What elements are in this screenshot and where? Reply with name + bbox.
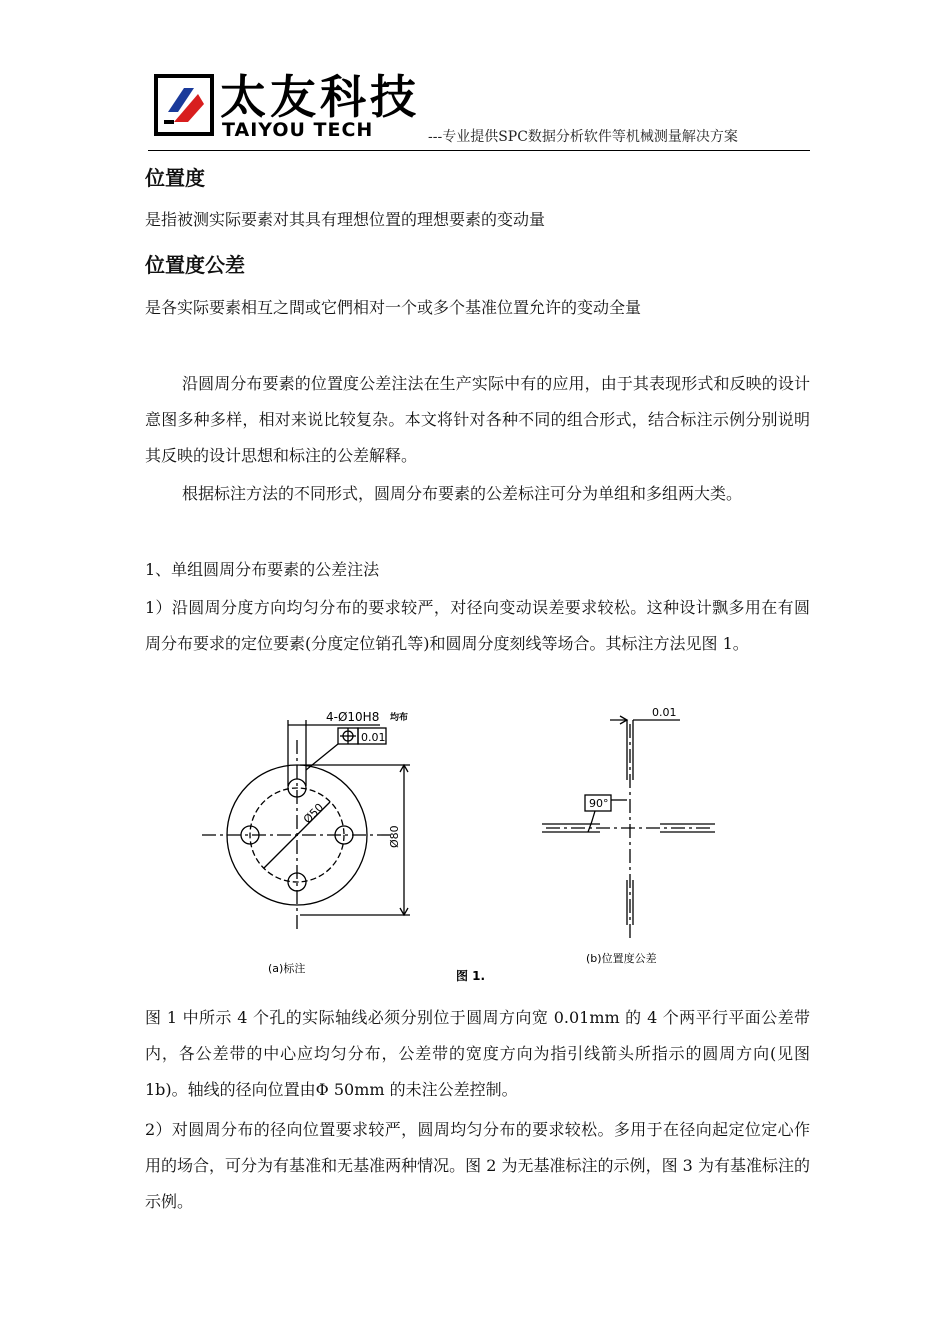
definition-position: 是指被测实际要素对其具有理想位置的理想要素的变动量 — [145, 210, 546, 229]
section-item-1: 1、单组圆周分布要素的公差注法 — [145, 560, 380, 579]
paragraph-intro: 沿圆周分布要素的位置度公差注法在生产实际中有的应用，由于其表现形式和反映的设计意图多种多样，相对来说比较复杂。本文将针对各种不同的组合形式，结合标注示例分别说明其反映的设计思想和标注的公差解释。 — [145, 374, 810, 465]
angle-90: 90° — [589, 797, 609, 810]
dim-diameter-50: Ø50 — [300, 800, 327, 827]
callout-even: 均布 — [390, 713, 409, 723]
heading-position-tolerance: 位置度公差 — [145, 253, 245, 277]
callout-holes: 4-Ø10H8 — [326, 710, 380, 724]
figure-1b-drawing — [542, 716, 715, 940]
tolerance-b-value: 0.01 — [652, 706, 677, 719]
header-slogan: ---专业提供SPC数据分析软件等机械测量解决方案 — [428, 129, 738, 145]
paragraph-figure-1-explanation: 图 1 中所示 4 个孔的实际轴线必须分别位于圆周方向宽 0.01mm 的 4 个两平行平面公差带内，各公差带的中心应均匀分布，公差带的宽度方向为指引线箭头所指示的圆周方向(见图 1b)。轴线的径向位置由Φ 50mm 的未注公差控制。 — [145, 1008, 810, 1099]
section-item-1-2: 2）对圆周分布的径向位置要求较严，圆周均匀分布的要求较松。多用于在径向起定位定心作用的场合，可分为有基准和无基准两种情况。图 2 为无基准标注的示例，图 3 为有基准标注的示例。 — [145, 1120, 810, 1211]
definition-position-tolerance: 是各实际要素相互之間或它們相对一个或多个基准位置允许的变动全量 — [145, 298, 642, 317]
fcf-value: 0.01 — [361, 731, 386, 744]
figure-caption: 图 1. — [456, 969, 486, 983]
paragraph-classification: 根据标注方法的不同形式，圆周分布要素的公差标注可分为单组和多组两大类。 — [182, 484, 743, 503]
logo-chinese-name: 太友科技 — [220, 70, 420, 124]
figure-1a-drawing — [202, 720, 410, 930]
figure-1 — [180, 700, 740, 990]
logo-english-name: TAIYOU TECH — [222, 119, 374, 141]
label-figure-a: (a)标注 — [268, 962, 306, 975]
section-item-1-1: 1）沿圆周分度方向均匀分布的要求较严，对径向变动误差要求较松。这种设计飘多用在有圆周分布要求的定位要素(分度定位销孔等)和圆周分度刻线等场合。其标注方法见图 1。 — [145, 598, 810, 653]
dim-diameter-80: Ø80 — [388, 825, 401, 848]
label-figure-b: (b)位置度公差 — [586, 952, 657, 965]
company-logo-icon — [154, 74, 214, 136]
header-divider — [148, 150, 810, 151]
heading-position: 位置度 — [145, 166, 205, 190]
page-header — [148, 70, 810, 154]
